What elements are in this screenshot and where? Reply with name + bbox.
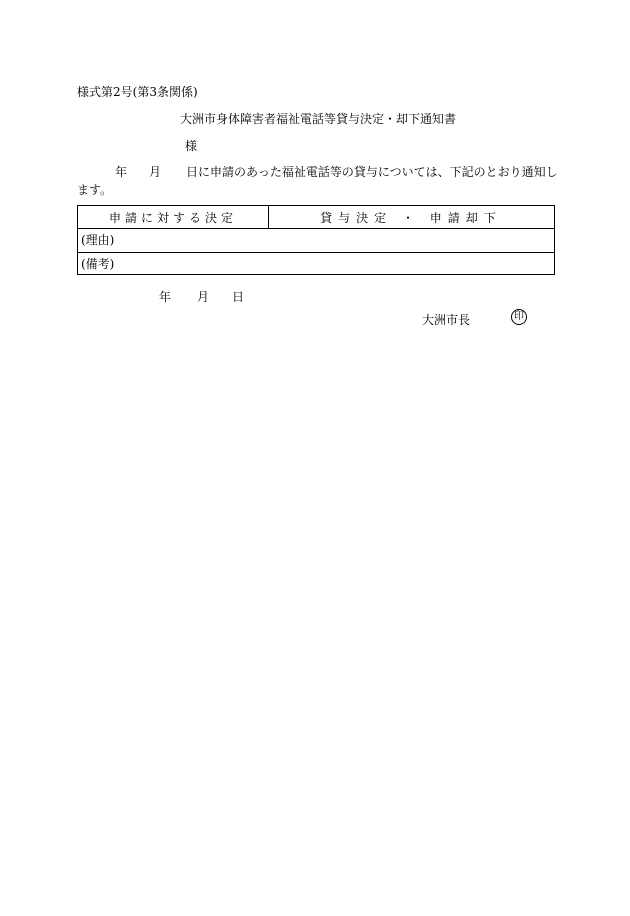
remarks-label: (備考)	[81, 257, 115, 271]
decision-table	[77, 205, 555, 275]
reason-label: (理由)	[81, 233, 115, 247]
date-day-label: 日	[232, 290, 245, 304]
decision-header-label: 申請に対する決定	[78, 206, 269, 228]
date-month-label: 月	[197, 290, 210, 304]
remarks-row	[78, 253, 554, 275]
seal-stamp: 印	[511, 309, 527, 325]
signer-title: 大洲市長	[422, 313, 471, 327]
addressee-honorific: 様	[185, 139, 198, 153]
reason-row	[78, 229, 554, 253]
decision-table-header-row	[78, 206, 554, 229]
body-text-main: 日に申請のあった福祉電話等の貸与については、下記のとおり通知し	[186, 165, 558, 179]
form-number: 様式第2号(第3条関係)	[77, 85, 198, 99]
body-month-label: 月	[149, 165, 162, 179]
date-year-label: 年	[159, 290, 172, 304]
decision-options: 貸与決定 ・ 申請却下	[320, 210, 502, 225]
document-title: 大洲市身体障害者福祉電話等貸与決定・却下通知書	[180, 112, 457, 126]
body-year-label: 年	[115, 165, 128, 179]
body-text-line2: ます。	[77, 183, 113, 197]
